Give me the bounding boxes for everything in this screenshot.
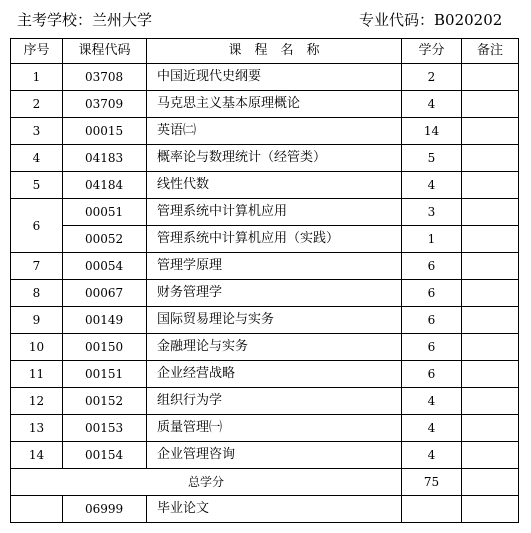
total-note xyxy=(462,469,519,496)
column-header-name: 课 程 名 称 xyxy=(147,39,402,64)
table-row xyxy=(11,253,519,280)
table-row xyxy=(11,118,519,145)
row-note xyxy=(462,442,519,469)
row-credit: 6 xyxy=(402,280,462,307)
row-code: 00067 xyxy=(63,280,147,307)
course-table xyxy=(10,38,519,523)
row-note xyxy=(462,307,519,334)
row-code: 04183 xyxy=(63,145,147,172)
row-name: 企业经营战略 xyxy=(147,361,402,388)
row-num: 13 xyxy=(11,415,63,442)
column-header-code: 课程代码 xyxy=(63,39,147,64)
row-credit: 14 xyxy=(402,118,462,145)
row-credit: 4 xyxy=(402,442,462,469)
total-credits-label: 总学分 xyxy=(11,469,402,496)
row-name: 金融理论与实务 xyxy=(147,334,402,361)
row-credit: 4 xyxy=(402,415,462,442)
row-note xyxy=(462,172,519,199)
row-note xyxy=(462,145,519,172)
table-row xyxy=(11,199,519,226)
table-row xyxy=(11,415,519,442)
table-row xyxy=(11,388,519,415)
row-name: 英语㈡ xyxy=(147,118,402,145)
row-num: 8 xyxy=(11,280,63,307)
major-code-label: 专业代码：B020202 xyxy=(359,11,503,29)
row-credit: 6 xyxy=(402,361,462,388)
row-num: 14 xyxy=(11,442,63,469)
row-code: 00150 xyxy=(63,334,147,361)
row-code: 00153 xyxy=(63,415,147,442)
row-code: 00152 xyxy=(63,388,147,415)
row-code: 00052 xyxy=(63,226,147,253)
row-note xyxy=(462,415,519,442)
row-num: 9 xyxy=(11,307,63,334)
school-label: 主考学校：兰州大学 xyxy=(17,11,153,29)
row-name: 企业管理咨询 xyxy=(147,442,402,469)
row-num: 10 xyxy=(11,334,63,361)
row-code: 00054 xyxy=(63,253,147,280)
row-code: 00015 xyxy=(63,118,147,145)
row-code: 00149 xyxy=(63,307,147,334)
row-credit: 1 xyxy=(402,226,462,253)
row-num: 5 xyxy=(11,172,63,199)
row-name: 马克思主义基本原理概论 xyxy=(147,91,402,118)
row-note xyxy=(462,91,519,118)
row-name: 管理系统中计算机应用（实践） xyxy=(147,226,402,253)
row-code: 00151 xyxy=(63,361,147,388)
total-row xyxy=(11,469,519,496)
page-header xyxy=(0,0,531,38)
row-note xyxy=(462,496,519,523)
row-note xyxy=(462,226,519,253)
row-name: 概率论与数理统计（经管类） xyxy=(147,145,402,172)
column-header-credit: 学分 xyxy=(402,39,462,64)
row-num: 6 xyxy=(11,199,63,253)
row-code: 00051 xyxy=(63,199,147,226)
row-note xyxy=(462,64,519,91)
row-num xyxy=(11,496,63,523)
row-code: 03709 xyxy=(63,91,147,118)
row-credit: 6 xyxy=(402,334,462,361)
row-name: 毕业论文 xyxy=(147,496,402,523)
row-num: 1 xyxy=(11,64,63,91)
row-num: 12 xyxy=(11,388,63,415)
table-row xyxy=(11,172,519,199)
row-note xyxy=(462,118,519,145)
row-credit: 3 xyxy=(402,199,462,226)
row-name: 线性代数 xyxy=(147,172,402,199)
column-header-num: 序号 xyxy=(11,39,63,64)
table-row xyxy=(11,334,519,361)
row-name: 财务管理学 xyxy=(147,280,402,307)
row-note xyxy=(462,199,519,226)
table-row xyxy=(11,307,519,334)
thesis-row xyxy=(11,496,519,523)
row-code: 03708 xyxy=(63,64,147,91)
row-num: 11 xyxy=(11,361,63,388)
row-note xyxy=(462,361,519,388)
table-row xyxy=(11,280,519,307)
row-name: 管理学原理 xyxy=(147,253,402,280)
row-note xyxy=(462,334,519,361)
row-credit: 4 xyxy=(402,91,462,118)
row-note xyxy=(462,253,519,280)
column-header-note: 备注 xyxy=(462,39,519,64)
table-header-row xyxy=(11,39,519,64)
row-note xyxy=(462,388,519,415)
table-row xyxy=(11,226,519,253)
row-num: 7 xyxy=(11,253,63,280)
row-credit: 2 xyxy=(402,64,462,91)
table-row xyxy=(11,145,519,172)
total-credits-value: 75 xyxy=(402,469,462,496)
row-credit: 4 xyxy=(402,388,462,415)
row-credit: 6 xyxy=(402,253,462,280)
row-name: 组织行为学 xyxy=(147,388,402,415)
row-name: 国际贸易理论与实务 xyxy=(147,307,402,334)
row-num: 2 xyxy=(11,91,63,118)
row-name: 管理系统中计算机应用 xyxy=(147,199,402,226)
row-credit: 4 xyxy=(402,172,462,199)
table-row xyxy=(11,64,519,91)
row-note xyxy=(462,280,519,307)
row-code: 00154 xyxy=(63,442,147,469)
row-credit xyxy=(402,496,462,523)
row-credit: 5 xyxy=(402,145,462,172)
row-name: 中国近现代史纲要 xyxy=(147,64,402,91)
row-num: 3 xyxy=(11,118,63,145)
table-row xyxy=(11,361,519,388)
row-code: 06999 xyxy=(63,496,147,523)
row-num: 4 xyxy=(11,145,63,172)
row-code: 04184 xyxy=(63,172,147,199)
table-row xyxy=(11,91,519,118)
row-credit: 6 xyxy=(402,307,462,334)
table-row xyxy=(11,442,519,469)
row-name: 质量管理㈠ xyxy=(147,415,402,442)
